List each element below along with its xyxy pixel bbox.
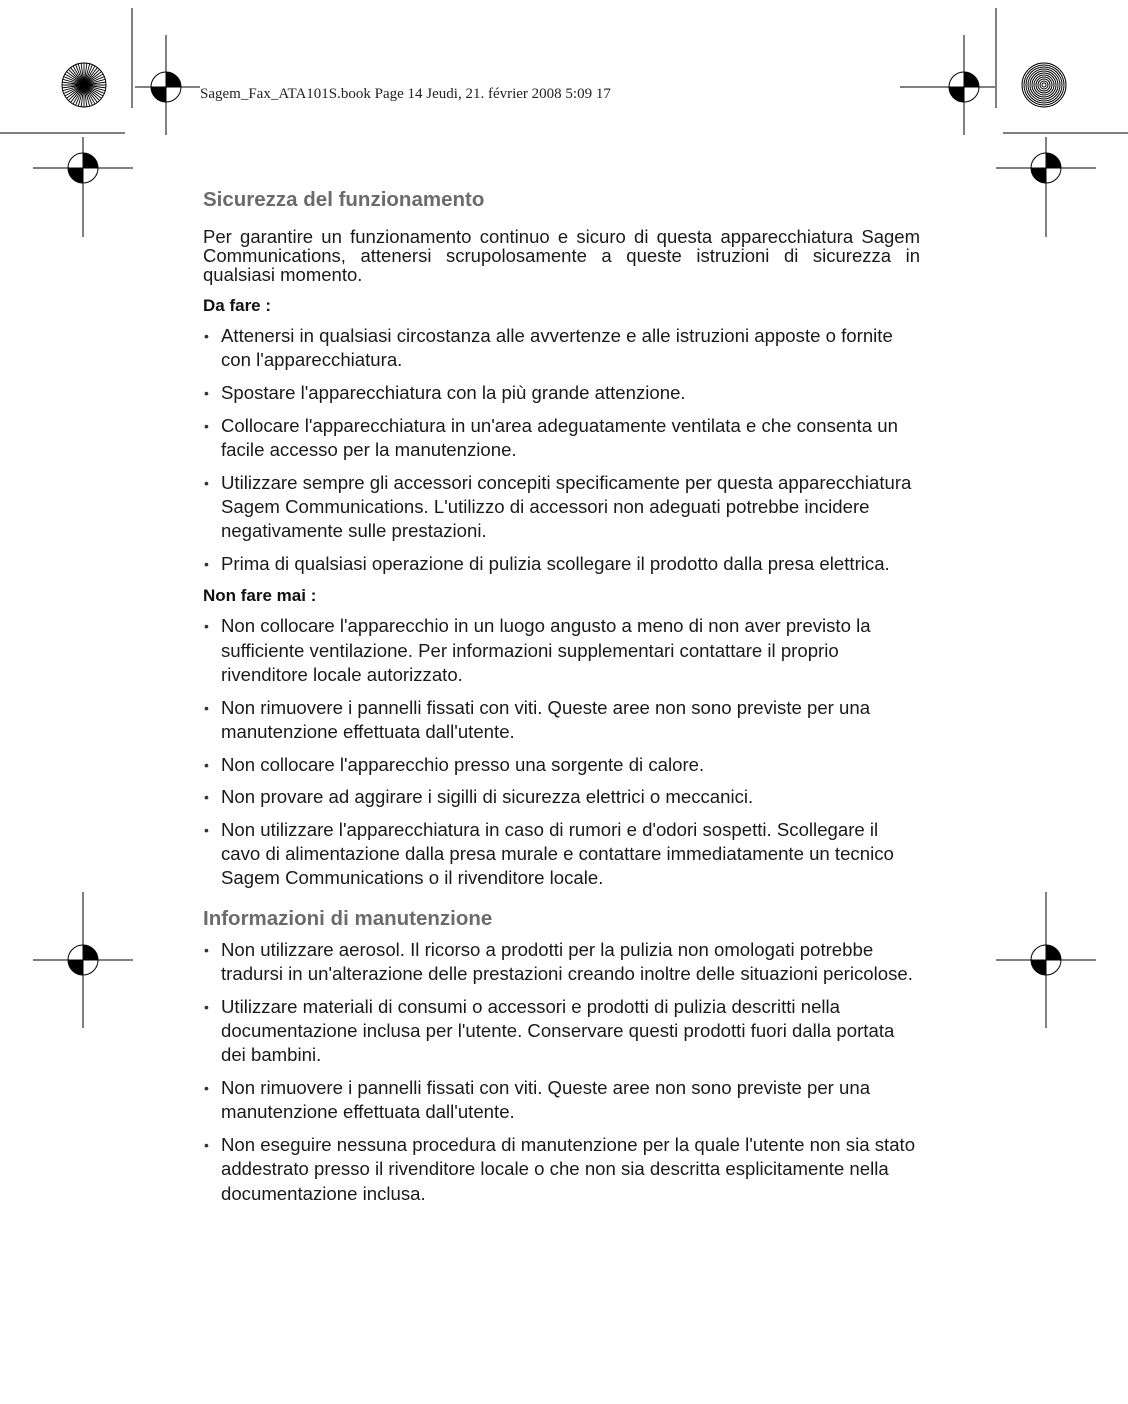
list-item: • Non utilizzare aerosol. Il ricorso a prodotti per la pulizia non omologati potrebbe tradursi in un'alterazione delle prestazioni creando inoltre delle situazioni pericolose. [203,938,920,987]
list-item: • Utilizzare sempre gli accessori concepiti specificamente per questa apparecchiatura Sagem Communications. L'utilizzo di accessori non adeguati potrebbe incidere negativamente sulle prestazioni. [203,471,920,544]
list-item: • Prima di qualsiasi operazione di pulizia scollegare il prodotto dalla presa elettrica. [203,552,920,576]
page-content [203,188,920,1214]
list-item: • Attenersi in qualsiasi circostanza alle avvertenze e alle istruzioni apposte o fornite con l'apparecchiatura. [203,324,920,373]
bullet-list-maintenance [203,938,920,1206]
list-item: • Non provare ad aggirare i sigilli di sicurezza elettrici o meccanici. [203,785,920,809]
list-item: • Non eseguire nessuna procedura di manutenzione per la quale l'utente non sia stato addestrato presso il rivenditore locale o che non sia descritta esplicitamente nella documentazione inclusa. [203,1133,920,1206]
list-item: • Non collocare l'apparecchio in un luogo angusto a meno di non aver previsto la sufficiente ventilazione. Per informazioni supplementari contattare il proprio rivenditore locale autorizzato. [203,614,920,687]
list-item: • Non collocare l'apparecchio presso una sorgente di calore. [203,753,920,777]
bullet-list-dont [203,614,920,891]
bullet-list-do [203,324,920,576]
list-item: • Non utilizzare l'apparecchiatura in caso di rumori e d'odori sospetti. Scollegare il cavo di alimentazione dalla presa murale e contattare immediatamente un tecnico Sagem Communications o il rivenditore locale. [203,818,920,891]
subsection-title-do: Da fare : [203,296,272,315]
starburst-target-left [62,63,106,107]
list-item: • Collocare l'apparecchiatura in un'area adeguatamente ventilata e che consenta un facile accesso per la manutenzione. [203,414,920,463]
subsection-title-dont: Non fare mai : [203,586,317,606]
list-item: • Non rimuovere i pannelli fissati con viti. Queste aree non sono previste per una manutenzione effettuata dall'utente. [203,1076,920,1125]
section-intro: Per garantire un funzionamento continuo e sicuro di questa apparecchiatura Sagem Communications, attenersi scrupolosamente a queste istruzioni di sicurezza in qualsiasi momento. [203,226,920,285]
section-title: Informazioni di manutenzione [203,906,493,930]
list-item: • Utilizzare materiali di consumi o accessori e prodotti di pulizia descritti nella documentazione inclusa per l'utente. Conservare questi prodotti fuori dalla portata dei bambini. [203,995,920,1068]
book-header: Sagem_Fax_ATA101S.book Page 14 Jeudi, 21. février 2008 5:09 17 [200,86,611,102]
list-item: • Non rimuovere i pannelli fissati con viti. Queste aree non sono previste per una manutenzione effettuata dall'utente. [203,696,920,745]
section-title: Sicurezza del funzionamento [203,188,485,211]
concentric-target-right [1022,63,1066,107]
list-item: • Spostare l'apparecchiatura con la più grande attenzione. [203,381,920,405]
